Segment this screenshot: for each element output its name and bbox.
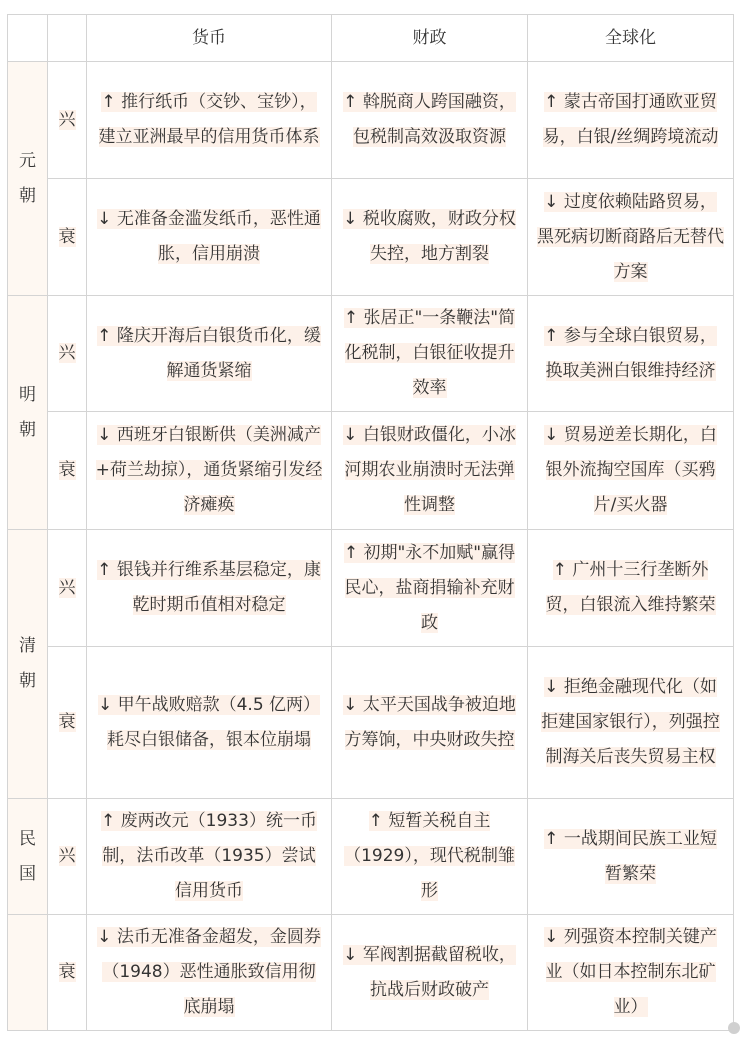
global-cell xyxy=(528,179,734,296)
fiscal-text: ↑ 张居正"一条鞭法"简化税制，白银征收提升效率 xyxy=(343,308,516,398)
global-text: ↓ 贸易逆差长期化，白银外流掏空国库（买鸦片/买火器 xyxy=(544,425,717,515)
currency-text: ↓ 无准备金滥发纸币，恶性通胀，信用崩溃 xyxy=(97,209,321,264)
header-currency: 货币 xyxy=(87,15,332,62)
global-cell xyxy=(528,799,734,915)
state-cell xyxy=(48,915,87,1031)
era-cell-yuan xyxy=(8,62,48,296)
history-table xyxy=(7,14,734,1031)
state-cell xyxy=(48,647,87,799)
header-era xyxy=(8,15,48,62)
state-label: 兴 xyxy=(58,846,76,866)
era-label: 清 朝 xyxy=(19,636,36,691)
era-cell-empty xyxy=(8,915,48,1031)
table-row xyxy=(8,179,734,296)
header-global: 全球化 xyxy=(528,15,734,62)
currency-text: ↓ 西班牙白银断供（美洲减产+荷兰劫掠），通货紧缩引发经济瘫痪 xyxy=(95,425,323,515)
currency-cell xyxy=(87,296,332,412)
state-label: 衰 xyxy=(58,460,76,480)
currency-text: ↓ 甲午战败赔款（4.5 亿两）耗尽白银储备，银本位崩塌 xyxy=(97,694,321,750)
table-row xyxy=(8,799,734,915)
fiscal-cell xyxy=(332,647,528,799)
global-cell xyxy=(528,62,734,179)
currency-text: ↑ 废两改元（1933）统一币制，法币改革（1935）尝试信用货币 xyxy=(101,811,317,901)
table-row xyxy=(8,530,734,647)
header-fiscal: 财政 xyxy=(332,15,528,62)
currency-text: ↑ 推行纸币（交钞、宝钞），建立亚洲最早的信用货币体系 xyxy=(98,92,320,147)
era-label: 民 国 xyxy=(19,828,36,884)
era-label: 明 朝 xyxy=(19,384,36,440)
table-row xyxy=(8,915,734,1031)
fiscal-cell xyxy=(332,62,528,179)
currency-cell xyxy=(87,62,332,179)
fiscal-text: ↑ 斡脱商人跨国融资，包税制高效汲取资源 xyxy=(343,92,516,147)
state-cell xyxy=(48,296,87,412)
fiscal-text: ↓ 军阀割据截留税收，抗战后财政破产 xyxy=(343,944,516,1000)
global-text: ↓ 拒绝金融现代化（如拒建国家银行），列强控制海关后丧失贸易主权 xyxy=(541,677,720,767)
fiscal-cell xyxy=(332,296,528,412)
fiscal-cell xyxy=(332,530,528,647)
state-label: 兴 xyxy=(58,577,76,598)
global-text: ↑ 参与全球白银贸易，换取美洲白银维持经济 xyxy=(544,325,717,381)
fiscal-text: ↓ 税收腐败，财政分权失控，地方割裂 xyxy=(343,209,516,264)
global-cell xyxy=(528,530,734,647)
table-row xyxy=(8,647,734,799)
era-cell-ming xyxy=(8,296,48,530)
state-cell xyxy=(48,530,87,647)
state-label: 兴 xyxy=(58,109,76,130)
era-cell-qing xyxy=(8,530,48,799)
state-cell xyxy=(48,799,87,915)
state-label: 衰 xyxy=(58,226,76,247)
state-cell xyxy=(48,412,87,530)
table-row xyxy=(8,62,734,179)
fiscal-cell xyxy=(332,799,528,915)
scroll-indicator[interactable] xyxy=(728,1022,740,1034)
era-label: 元 朝 xyxy=(19,150,36,206)
fiscal-text: ↓ 太平天国战争被迫地方筹饷，中央财政失控 xyxy=(343,694,516,750)
state-cell xyxy=(48,179,87,296)
global-cell xyxy=(528,412,734,530)
global-text: ↑ 一战期间民族工业短暂繁荣 xyxy=(544,828,717,884)
global-cell xyxy=(528,647,734,799)
currency-cell xyxy=(87,647,332,799)
header-row xyxy=(8,15,734,62)
global-text: ↑ 广州十三行垄断外贸，白银流入维持繁荣 xyxy=(545,560,716,615)
fiscal-text: ↑ 初期"永不加赋"赢得民心，盐商捐输补充财政 xyxy=(343,542,516,633)
header-state xyxy=(48,15,87,62)
fiscal-cell xyxy=(332,915,528,1031)
currency-cell xyxy=(87,799,332,915)
global-cell xyxy=(528,915,734,1031)
currency-cell xyxy=(87,412,332,530)
currency-text: ↑ 银钱并行维系基层稳定，康乾时期币值相对稳定 xyxy=(97,560,321,615)
state-label: 衰 xyxy=(58,962,76,982)
state-label: 衰 xyxy=(58,712,76,732)
table-row xyxy=(8,412,734,530)
currency-text: ↑ 隆庆开海后白银货币化，缓解通货紧缩 xyxy=(97,325,321,381)
era-cell-minguo xyxy=(8,799,48,915)
currency-text: ↓ 法币无准备金超发，金圆券（1948）恶性通胀致信用彻底崩塌 xyxy=(97,927,321,1017)
currency-cell xyxy=(87,179,332,296)
currency-cell xyxy=(87,915,332,1031)
fiscal-text: ↑ 短暂关税自主（1929），现代税制雏形 xyxy=(344,811,515,901)
fiscal-text: ↓ 白银财政僵化，小冰河期农业崩溃时无法弹性调整 xyxy=(343,425,516,515)
fiscal-cell xyxy=(332,412,528,530)
state-cell xyxy=(48,62,87,179)
global-cell xyxy=(528,296,734,412)
global-text: ↓ 过度依赖陆路贸易，黑死病切断商路后无替代方案 xyxy=(537,191,724,282)
currency-cell xyxy=(87,530,332,647)
global-text: ↑ 蒙古帝国打通欧亚贸易，白银/丝绸跨境流动 xyxy=(542,92,719,147)
global-text: ↓ 列强资本控制关键产业（如日本控制东北矿业） xyxy=(544,927,717,1017)
state-label: 兴 xyxy=(58,343,76,363)
table-row xyxy=(8,296,734,412)
fiscal-cell xyxy=(332,179,528,296)
